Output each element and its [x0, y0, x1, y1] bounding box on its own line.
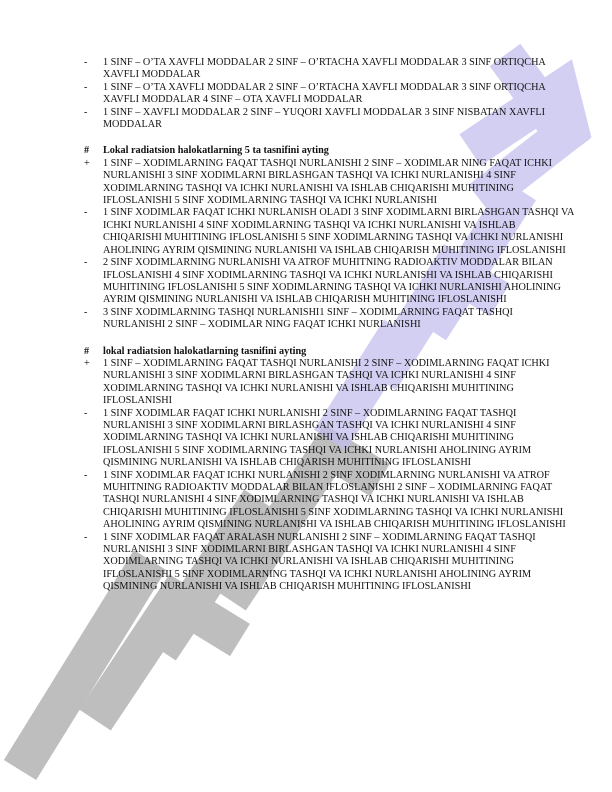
question-3-answers: [84, 358, 574, 594]
answer-marker: -: [84, 407, 88, 419]
question-2-title: Lokal radiatsion halokatlarning 5 ta tasnifini ayting: [103, 145, 329, 157]
answer-text: 1 SINF XODIMLAR FAQAT ARALASH NURLANISHI 2 SINF – XODIMLARNING FAQAT TASHQI NURLANISHI 3 SINF XODIMLARNI BIRLASHGAN TASHQI VA ICHKI NURLANISHI 4 SINF XODIMLARNING TASHQI VA ICHKI NURLANISHI VA ISHLAB CHIQARISHI MUHITINING IFLOSLANISHI 5 SINF XODIMLARNING TASHQI VA ICHKI NURLANISHI AHOLINING AYRIM QISMINING NURLANISHI VA ISHLAB CHIQARISH MUHITINING IFLOSLANISHI: [103, 531, 536, 593]
answer-option: [84, 107, 574, 132]
answer-option: [84, 307, 574, 332]
answer-text: 2 SINF XODIMLARNING NURLANISHI VA ATROF MUHITNING RADIOAKTIV MODDALAR BILAN IFLOSLANISHI 4 SINF XODIMLARNING TASHQI VA ICHKI NURLANISHI VA ISHLAB CHIQARISHI MUHITINING IFLOSLANISHI 5 SINF XODIMLARNING TASHQI VA ICHKI NURLANISHI AHOLINING AYRIM QISMINING NURLANISHI VA ISHLAB CHIQARISH MUHITINING IFLOSLANISHI: [103, 257, 561, 306]
answer-text: 1 SINF – O’TA XAVFLI MODDALAR 2 SINF – O’RTACHA XAVFLI MODDALAR 3 SINF ORTIQCHA XAVFLI MODDALAR 4 SINF – OTA XAVFLI MODDALAR: [103, 81, 546, 106]
answer-marker: -: [84, 531, 88, 543]
answer-marker: -: [84, 81, 88, 93]
answer-text: 1 SINF XODIMLAR FAQAT ICHKI NURLANISH OLADI 3 SINF XODIMLARNI BIRLASHGAN TASHQI VA ICHKI NURLANISHI 4 SINF XODIMLARNING TASHQI VA ICHKI NURLANISHI VA ISHLAB CHIQARISHI MUHITINING IFLOSLANISHI 5 SINF XODIMLARNING TASHQI VA ICHKI NURLANISHI AHOLINING AYRIM QISMINING NURLANISHI VA ISHLAB CHIQARISH MUHITINING IFLOSLANISHI: [103, 207, 574, 256]
answer-text: 1 SINF XODIMLAR FAQAT ICHKI NURLANISHI 2 SINF – XODIMLARNING FAQAT TASHQI NURLANISHI 3 SINF XODIMLARNI BIRLASHGAN TASHQI VA ICHKI NURLANISHI 4 SINF XODIMLARNING TASHQI VA ICHKI NURLANISHI VA ISHLAB CHIQARISHI MUHITINING IFLOSLANISHI 5 SINF XODIMLARNING TASHQI VA ICHKI NURLANISHI AHOLINING AYRIM QISMINING NURLANISHI VA ISHLAB CHIQARISH MUHITINING IFLOSLANISHI: [103, 407, 532, 469]
answer-option: [84, 207, 574, 257]
question-2-heading: [84, 145, 574, 157]
answer-text: 1 SINF – XODIMLARNING FAQAT TASHQI NURLANISHI 2 SINF – XODIMLAR NING FAQAT ICHKI NURLANISHI 3 SINF XODIMLARNI BIRLASHGAN TASHQI VA ICHKI NURLANISHI 4 SINF XODIMLARNING TASHQI VA ICHKI NURLANISHI VA ISHLAB CHIQARISHI MUHITINING IFLOSLANISHI 5 SINF XODIMLARNING TASHQI VA ICHKI NURLANISHI: [103, 157, 553, 207]
answer-option: [84, 470, 574, 532]
question-3: [84, 346, 574, 594]
answers-block-1: [84, 57, 574, 131]
question-marker: #: [84, 345, 90, 357]
question-marker: #: [84, 145, 90, 157]
answer-text: 3 SINF XODIMLARNING TASHQI NURLANISHI1 SINF – XODIMLARNING FAQAT TASHQI NURLANISHI 2 SINF – XODIMLAR NING FAQAT ICHKI NURLANISHI: [103, 306, 513, 331]
answer-option: [84, 408, 574, 470]
answer-marker: +: [84, 157, 90, 169]
answer-text: 1 SINF – XODIMLARNING FAQAT TASHQI NURLANISHI 2 SINF – XODIMLARNING FAQAT ICHKI NURLANISHI 3 SINF XODIMLARNI BIRLASHGAN TASHQI VA ICHKI NURLANISHI 4 SINF XODIMLARNING TASHQI VA ICHKI NURLANISHI VA ISHLAB CHIQARISHI MUHITINING IFLOSLANISHI: [103, 357, 550, 407]
answer-option: [84, 257, 574, 307]
question-2-answers: [84, 158, 574, 332]
answer-marker: -: [84, 106, 88, 118]
answer-text: 1 SINF XODIMLAR FAQAT ICHKI NURLANISHI 2 SINF XODIMLARNING NURLANISHI VA ATROF MUHITNING RADIOAKTIV MODDALAR BILAN IFLOSLANISHI 2 SINF – XODIMLARNING FAQAT TASHQI NURLANISHI 4 SINF XODIMLARNING TASHQI VA ICHKI NURLANISHI VA ISHLAB CHIQARISHI MUHITINING IFLOSLANISHI 5 SINF XODIMLARNING TASHQI VA ICHKI NURLANISHI AHOLINING AYRIM QISMINING NURLANISHI VA ISHLAB CHIQARISH MUHITINING IFLOSLANISHI: [103, 469, 566, 531]
answer-option: [84, 532, 574, 594]
question-3-heading: [84, 346, 574, 358]
answer-option: [84, 158, 574, 208]
question-2: [84, 145, 574, 331]
answer-marker: -: [84, 57, 88, 68]
answer-option: [84, 57, 574, 82]
answer-marker: -: [84, 257, 88, 269]
answer-text: 1 SINF – XAVFLI MODDALAR 2 SINF – YUQORI XAVFLI MODDALAR 3 SINF NISBATAN XAVFLI MODDALAR: [103, 106, 545, 131]
answer-option: [84, 82, 574, 107]
answer-marker: -: [84, 469, 88, 481]
answer-option: [84, 358, 574, 408]
answer-marker: -: [84, 306, 88, 318]
question-3-title: lokal radiatsion halokatlarning tasnifini ayting: [103, 345, 307, 357]
answer-marker: -: [84, 207, 88, 219]
document-content: [84, 57, 574, 594]
answer-text: 1 SINF – O’TA XAVFLI MODDALAR 2 SINF – O’RTACHA XAVFLI MODDALAR 3 SINF ORTIQCHA XAVFLI MODDALAR: [103, 57, 546, 81]
answer-marker: +: [84, 357, 90, 369]
